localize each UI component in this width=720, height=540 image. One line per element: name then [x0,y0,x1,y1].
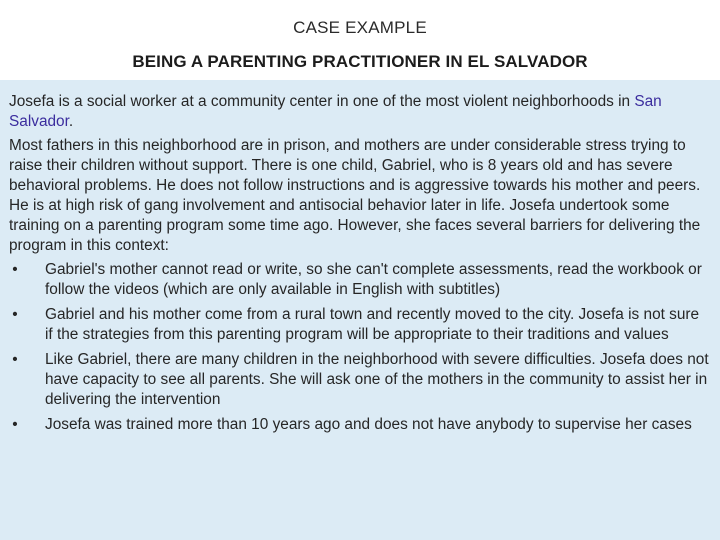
list-item [9,260,709,300]
intro-text: Josefa is a social worker at a community center in one of the most violent neighborhoods in [9,93,635,110]
intro-period: . [68,113,74,130]
bullet-icon: • [12,351,18,368]
barrier-list [9,260,709,435]
case-title: BEING A PARENTING PRACTITIONER IN EL SALVADOR [132,52,588,71]
list-item-text: Josefa was trained more than 10 years ago and does not have anybody to supervise her cases [45,416,692,433]
list-item-text: Gabriel and his mother come from a rural town and recently moved to the city. Josefa is not sure if the strategies from this parenting program will be appropriate to their traditions and values [45,306,700,343]
intro-paragraph [9,92,709,132]
list-item-text: Like Gabriel, there are many children in the neighborhood with severe difficulties. Josefa does not have capacity to see all parents. She will ask one of the mothers in the community to assist her in delivering the intervention [45,351,709,408]
list-item-text: Gabriel's mother cannot read or write, so she can't complete assessments, read the workbook or follow the videos (which are only available in English with subtitles) [45,261,702,298]
body-paragraph: Most fathers in this neighborhood are in prison, and mothers are under considerable stress trying to raise their children without support. There is one child, Gabriel, who is 8 years old and has severe behavioral problems. He does not follow instructions and is aggressive towards his mother and peers. He is at high risk of gang involvement and antisocial behavior later in life. Josefa undertook some training on a parenting program some time ago. However, she faces several barriers for delivering the program in this context: [9,137,701,254]
case-example-label: CASE EXAMPLE [293,18,427,37]
list-item [9,350,709,410]
case-content [9,92,709,440]
bullet-icon: • [12,261,18,278]
bullet-icon: • [12,306,18,323]
san-salvador-link[interactable]: San Salvador [9,93,662,130]
list-item [9,415,709,435]
bullet-icon: • [12,416,18,433]
list-item [9,305,709,345]
